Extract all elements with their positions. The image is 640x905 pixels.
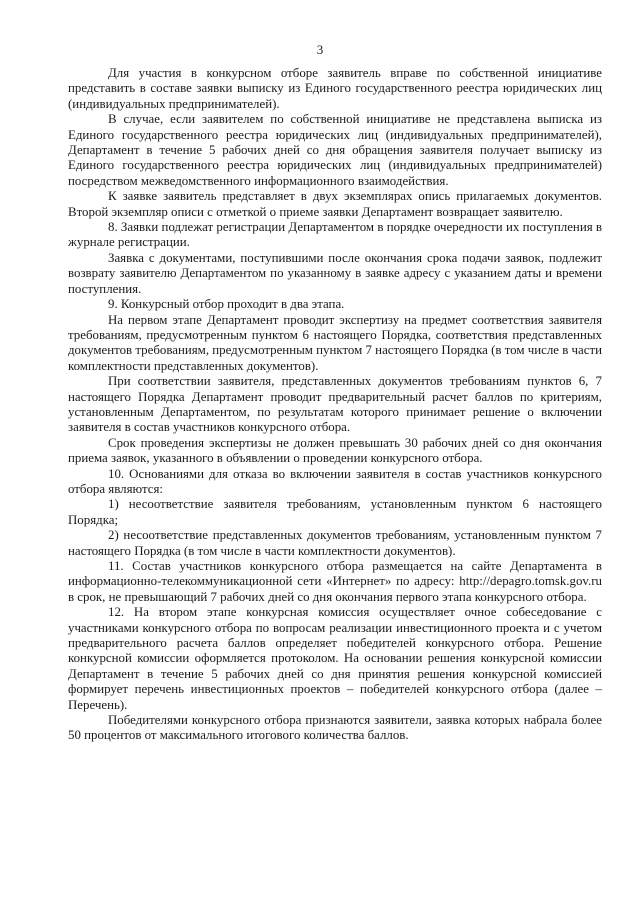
- paragraph-preliminary-score: При соответствии заявителя, представленных документов требованиям пунктов 6, 7 настоящего Порядка Департамент проводит предварительный расчет баллов по критериям, установленным Департаментом, по результатам которого принимает решение о включении заявителя в состав участников конкурсного отбора.: [68, 374, 602, 435]
- paragraph-item-8: 8. Заявки подлежат регистрации Департаментом в порядке очередности их поступления в журнале регистрации.: [68, 220, 602, 250]
- paragraph-item-9: 9. Конкурсный отбор проходит в два этапа.: [108, 297, 345, 312]
- document-body: [68, 66, 602, 744]
- page-number: 3: [316, 42, 324, 57]
- paragraph-review-term: Срок проведения экспертизы не должен превышать 30 рабочих дней со дня окончания приема заявок, указанного в объявлении о проведении конкурсного отбора.: [68, 435, 602, 466]
- paragraph-winners: Победителями конкурсного отбора признаются заявители, заявка которых набрала более 50 процентов от максимального итогового количества баллов.: [68, 713, 602, 743]
- paragraph-item-12: 12. На втором этапе конкурсная комиссия осуществляет очное собеседование с участниками конкурсного отбора по вопросам реализации инвестиционного проекта и с учетом предварительного расчета баллов определяет победителей конкурсного отбора. Решение конкурсной комиссии оформляется протоколом. На основании решения конкурсной комиссии Департамент в течение 5 рабочих дней со дня принятия решения конкурсной комиссией формирует перечень инвестиционных проектов – победителей конкурсного отбора (далее – Перечень).: [68, 605, 602, 712]
- paragraph-item-10: 10. Основаниями для отказа во включении заявителя в состав участников конкурсного отбора являются:: [68, 466, 602, 496]
- paragraph-late-applications: Заявка с документами, поступившими после окончания срока подачи заявок, подлежит возврату заявителю Департаментом по указанному в заявке адресу с указанием даты и времени поступления.: [68, 250, 602, 296]
- paragraph-item-11: 11. Состав участников конкурсного отбора размещается на сайте Департамента в информационно-телекоммуникационной сети «Интернет» по адресу: http://depagro.tomsk.gov.ru в срок, не превышающий 7 рабочих дней со дня окончания первого этапа конкурсного отбора.: [68, 559, 602, 604]
- paragraph-extract-request: В случае, если заявителем по собственной инициативе не представлена выписка из Единого государственного реестра юридических лиц (индивидуальных предпринимателей), Департамент в течение 5 рабочих дней со дня обращения заявителя получает выписку из Единого государственного реестра юридических лиц (индивидуальных предпринимателей) посредством межведомственного информационного взаимодействия.: [68, 112, 602, 188]
- paragraph-refusal-reason-2: 2) несоответствие представленных документов требованиям, установленным пунктом 7 настоящего Порядка (в том числе в части комплектности документов).: [68, 528, 602, 558]
- paragraph-first-stage: На первом этапе Департамент проводит экспертизу на предмет соответствия заявителя требованиям, предусмотренным пунктом 6 настоящего Порядка, соответствия представленных документов требованиям, предусмотренным пунктом 7 настоящего Порядка (в том числе в части комплектности представленных документов).: [68, 312, 602, 373]
- paragraph-inventory: К заявке заявитель представляет в двух экземплярах опись прилагаемых документов. Второй экземпляр описи с отметкой о приеме заявки Департамент возвращает заявителю.: [68, 189, 602, 219]
- paragraph-refusal-reason-1: 1) несоответствие заявителя требованиям, установленным пунктом 6 настоящего Порядка;: [68, 497, 602, 527]
- paragraph-extract-right: Для участия в конкурсном отборе заявитель вправе по собственной инициативе представить в составе заявки выписку из Единого государственного реестра юридических лиц (индивидуальных предпринимателей).: [68, 66, 602, 111]
